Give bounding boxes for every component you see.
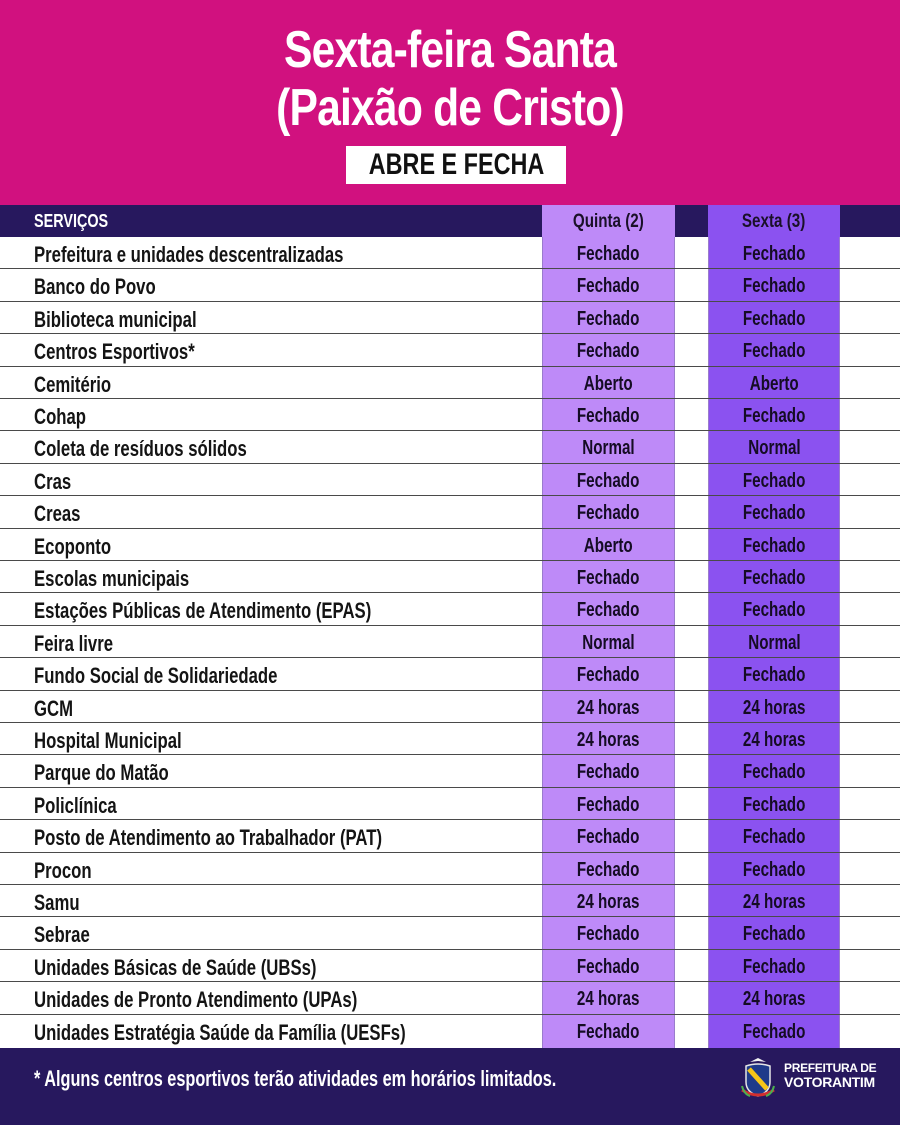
column-header-quinta: Quinta (2) <box>542 205 675 237</box>
table-row <box>0 788 900 820</box>
footnote: * Alguns centros esportivos terão atividades em horários limitados. <box>34 1066 557 1091</box>
table-row <box>0 691 900 723</box>
city-hall-logo <box>738 1056 888 1100</box>
quinta-status: Fechado <box>577 307 640 330</box>
sexta-status: Fechado <box>742 307 806 330</box>
service-name: GCM <box>34 695 74 721</box>
table-row <box>0 334 900 366</box>
sexta-status: Fechado <box>742 664 806 687</box>
table-row <box>0 269 900 301</box>
table-row <box>0 755 900 787</box>
quinta-status: Normal <box>582 631 635 654</box>
service-name: Hospital Municipal <box>34 728 182 753</box>
table-row <box>0 626 900 658</box>
sexta-status: Fechado <box>742 923 806 946</box>
table-row <box>0 950 900 982</box>
sexta-status: 24 horas <box>742 988 806 1011</box>
quinta-status: Fechado <box>577 1020 640 1043</box>
table-row <box>0 367 900 399</box>
quinta-status: Fechado <box>577 405 640 427</box>
hero-banner <box>0 0 900 205</box>
table-row <box>0 561 900 593</box>
table-row <box>0 917 900 949</box>
quinta-status: Aberto <box>584 372 633 395</box>
table-row <box>0 820 900 852</box>
sexta-status: Fechado <box>742 340 806 363</box>
service-name: Cras <box>34 468 72 494</box>
sexta-status: Fechado <box>742 826 806 849</box>
table-row <box>0 529 900 561</box>
table-row <box>0 1015 900 1047</box>
quinta-status: Fechado <box>577 923 640 946</box>
quinta-status: Fechado <box>577 340 640 363</box>
service-name: Parque do Matão <box>34 760 169 786</box>
footer <box>0 1048 900 1125</box>
quinta-status: Fechado <box>577 664 640 687</box>
quinta-status: Aberto <box>584 534 633 557</box>
service-name: Unidades de Pronto Atendimento (UPAs) <box>34 987 358 1013</box>
sexta-status: Fechado <box>742 243 806 265</box>
table-row <box>0 431 900 463</box>
sexta-status: Fechado <box>742 534 806 557</box>
quinta-status: Fechado <box>577 275 640 298</box>
service-name: Creas <box>34 501 81 527</box>
sexta-status: Fechado <box>742 599 806 622</box>
quinta-status: Fechado <box>577 502 640 525</box>
sexta-status: Aberto <box>749 372 799 395</box>
quinta-status: 24 horas <box>577 891 640 913</box>
quinta-status: Fechado <box>577 599 640 622</box>
sexta-status: Fechado <box>742 469 806 492</box>
quinta-status: 24 horas <box>577 696 640 719</box>
service-name: Policlínica <box>34 792 117 818</box>
service-name: Feira livre <box>34 630 114 656</box>
table-row <box>0 885 900 917</box>
quinta-status: Fechado <box>577 469 640 492</box>
logo-text: PREFEITURA DE VOTORANTIM <box>784 1061 877 1090</box>
sexta-status: Fechado <box>742 502 806 525</box>
quinta-status: 24 horas <box>577 729 640 751</box>
page-title-line1: Sexta-feira Santa <box>283 21 617 79</box>
quinta-status: Fechado <box>577 858 640 881</box>
service-name: Ecoponto <box>34 533 112 559</box>
service-name: Fundo Social de Solidariedade <box>34 663 278 689</box>
table-row <box>0 399 900 431</box>
sexta-status: Fechado <box>742 275 806 298</box>
service-name: Coleta de resíduos sólidos <box>34 436 247 462</box>
sexta-status: 24 horas <box>742 891 806 913</box>
sexta-status: Fechado <box>742 761 806 784</box>
service-name: Samu <box>34 890 80 915</box>
column-header-sexta: Sexta (3) <box>708 205 840 237</box>
sexta-status: Fechado <box>742 567 806 589</box>
subtitle-tag <box>346 146 566 184</box>
service-name: Cohap <box>34 404 87 429</box>
table-row <box>0 723 900 755</box>
table-row <box>0 496 900 528</box>
service-name: Escolas municipais <box>34 566 190 591</box>
service-name: Biblioteca municipal <box>34 306 197 332</box>
sexta-status: Normal <box>747 631 801 654</box>
sexta-status: Fechado <box>742 858 806 881</box>
subtitle-tag-label: ABRE E FECHA <box>368 148 544 181</box>
service-name: Centros Esportivos* <box>34 339 195 365</box>
service-name: Sebrae <box>34 922 90 948</box>
sexta-status: 24 horas <box>742 696 806 719</box>
table-row <box>0 982 900 1014</box>
service-name: Posto de Atendimento ao Trabalhador (PAT) <box>34 825 383 851</box>
quinta-status: Fechado <box>577 955 640 978</box>
quinta-status: Fechado <box>577 793 640 816</box>
table-row <box>0 593 900 625</box>
table-row <box>0 237 900 269</box>
quinta-status: Fechado <box>577 243 640 265</box>
service-name: Cemitério <box>34 371 112 397</box>
schedule-table <box>0 205 900 1048</box>
service-name: Unidades Básicas de Saúde (UBSs) <box>34 954 317 980</box>
page-title-line2: (Paixão de Cristo) <box>276 79 624 137</box>
quinta-status: Normal <box>582 437 635 460</box>
service-name: Estações Públicas de Atendimento (EPAS) <box>34 598 372 624</box>
sexta-status: Fechado <box>742 1020 806 1043</box>
table-row <box>0 853 900 885</box>
service-name: Banco do Povo <box>34 274 156 300</box>
sexta-status: Fechado <box>742 793 806 816</box>
column-header-services: SERVIÇOS <box>34 211 109 231</box>
sexta-status: Normal <box>747 437 801 460</box>
service-name: Procon <box>34 857 92 883</box>
sexta-status: 24 horas <box>742 729 806 751</box>
quinta-status: Fechado <box>577 567 640 589</box>
table-row <box>0 302 900 334</box>
table-row <box>0 464 900 496</box>
sexta-status: Fechado <box>742 955 806 978</box>
table-row <box>0 658 900 690</box>
quinta-status: Fechado <box>577 826 640 849</box>
quinta-status: 24 horas <box>577 988 640 1011</box>
sexta-status: Fechado <box>742 405 806 427</box>
quinta-status: Fechado <box>577 761 640 784</box>
coat-of-arms-icon <box>738 1056 778 1100</box>
service-name: Prefeitura e unidades descentralizadas <box>34 242 344 267</box>
service-name: Unidades Estratégia Saúde da Família (UESFs) <box>34 1019 406 1045</box>
